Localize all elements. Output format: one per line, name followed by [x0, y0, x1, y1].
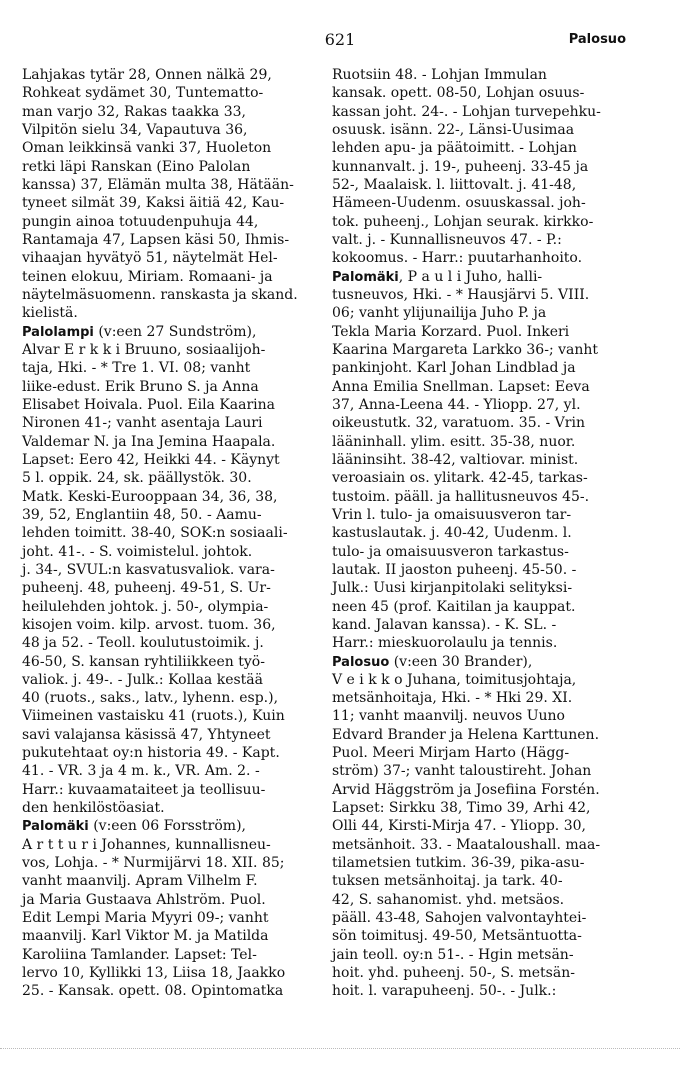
entry-start-line [22, 323, 316, 341]
entry-text: (v:een 30 Brander), [389, 653, 533, 670]
text-line: retki läpi Ranskan (Eino Palolan [22, 158, 251, 175]
text-line: pukutehtaat oy:n historia 49. - Kapt. [22, 745, 280, 762]
text-line: 06; vanht ylijunailija Juho P. ja [332, 305, 547, 322]
text-line: lääninhall. ylim. esitt. 35-38, nuor. [332, 433, 576, 450]
text-line: V e i k k o Juhana, toimitusjohtaja, [332, 671, 577, 688]
text-line: ström) 37-; vanht taloustireht. Johan [332, 763, 592, 780]
text-line: veroasiain os. ylitark. 42-45, tarkas- [332, 470, 588, 487]
text-line: Nironen 41-; vanht asentaja Lauri [22, 415, 263, 432]
text-line: Anna Emilia Snellman. Lapset: Eeva [332, 378, 590, 395]
text-line: heilulehden johtok. j. 50-, olympia- [22, 598, 269, 615]
text-line: Olli 44, Kirsti-Mirja 47. - Yliopp. 30, [332, 818, 586, 835]
text-line: pääll. 43-48, Sahojen valvontayhtei- [332, 910, 587, 927]
text-line: puheenj. 48, puheenj. 49-51, S. Ur- [22, 580, 271, 597]
entry-text: , P a u l i Juho, halli- [398, 268, 543, 285]
text-line: Ruotsiin 48. - Lohjan Immulan [332, 67, 547, 83]
text-line: A r t t u r i Johannes, kunnallisneu- [22, 836, 271, 853]
text-line: kunnanvalt. j. 19-, puheenj. 33-45 ja [332, 158, 589, 175]
text-line: Puol. Meeri Mirjam Harto (Hägg- [332, 745, 570, 762]
text-line: maanvilj. Karl Viktor M. ja Matilda [22, 928, 269, 945]
text-line: Valdemar N. ja Ina Jemina Haapala. [22, 433, 276, 450]
text-line: 52-, Maalaisk. l. liittovalt. j. 41-48, [332, 176, 577, 193]
text-line: joht. 41-. - S. voimistelul. johtok. [22, 543, 253, 560]
text-line: liike-edust. Erik Bruno S. ja Anna [22, 378, 259, 395]
text-line: metsänhoit. 33. - Maataloushall. maa- [332, 836, 601, 853]
text-line: pungin ainoa totuudenpuhuja 44, [22, 213, 259, 230]
text-line: kassan joht. 24-. - Lohjan turvepehku- [332, 103, 601, 120]
text-line: Alvar E r k k i Bruuno, sosiaalijoh- [22, 341, 266, 358]
text-line: vos, Lohja. - * Nurmijärvi 18. XII. 85; [22, 855, 285, 872]
text-line: man varjo 32, Rakas taakka 33, [22, 103, 246, 120]
entry-headword: Palolampi [22, 324, 94, 340]
text-line: 41. - VR. 3 ja 4 m. k., VR. Am. 2. - [22, 763, 260, 780]
text-line: lautak. II jaoston puheenj. 45-50. - [332, 561, 577, 578]
text-line: tulo- ja omaisuusveron tarkastus- [332, 543, 569, 560]
entry-headword: Palomäki [22, 819, 89, 835]
text-line: vihaajan hyvätyö 51, näytelmät Hel- [22, 250, 278, 267]
text-line: Elisabet Hoivala. Puol. Eila Kaarina [22, 396, 276, 413]
text-line: Edvard Brander ja Helena Karttunen. [332, 726, 600, 743]
text-line: Harr.: kuvaamataiteet ja teollisuu- [22, 781, 266, 798]
right-column [332, 66, 626, 1001]
text-line: den henkilöstöasiat. [22, 800, 165, 817]
text-line: tuksen metsänhoitaj. ja tark. 40- [332, 873, 563, 890]
text-line: Karoliina Tamlander. Lapset: Tel- [22, 946, 257, 963]
text-line: 42, S. sahanomist. yhd. metsäos. [332, 891, 565, 908]
text-line: Harr.: mieskuorolaulu ja tennis. [332, 635, 558, 652]
text-line: kansak. opett. 08-50, Lohjan osuus- [332, 85, 585, 102]
text-line: Viimeinen vastaisku 41 (ruots.), Kuin [22, 708, 285, 725]
text-line: hoit. yhd. puheenj. 50-, S. metsän- [332, 965, 575, 982]
text-line: Rohkeat sydämet 30, Tuntematto- [22, 85, 264, 102]
text-line: tustoim. pääll. ja hallitusneuvos 45-. [332, 488, 590, 505]
text-line: 37, Anna-Leena 44. - Yliopp. 27, yl. [332, 396, 581, 413]
text-line: Vilpitön sielu 34, Vapautuva 36, [22, 121, 248, 138]
text-line: sön toimitusj. 49-50, Metsäntuotta- [332, 928, 582, 945]
text-line: neen 45 (prof. Kaitilan ja kauppat. [332, 598, 576, 615]
page-number: 621 [324, 30, 356, 49]
text-line: valiok. j. 49-. - Julk.: Kollaa kestää [22, 671, 263, 688]
text-line: kastuslautak. j. 40-42, Uudenm. l. [332, 525, 572, 542]
text-line: lääninsiht. 38-42, valtiovar. minist. [332, 451, 579, 468]
text-line: j. 34-, SVUL:n kasvatusvaliok. vara- [22, 561, 275, 578]
text-line: ja Maria Gustaava Ahlström. Puol. [22, 891, 266, 908]
text-line: lervo 10, Kyllikki 13, Liisa 18, Jaakko [22, 965, 286, 982]
text-line: hoit. l. varapuheenj. 50-. - Julk.: [332, 983, 557, 1000]
text-line: pankinjoht. Karl Johan Lindblad ja [332, 360, 576, 377]
text-line: 11; vanht maanvilj. neuvos Uuno [332, 708, 565, 725]
text-line: lehden toimitt. 38-40, SOK:n sosiaali- [22, 525, 288, 542]
text-line: 48 ja 52. - Teoll. koulutustoimik. j. [22, 635, 264, 652]
bottom-divider [0, 1048, 680, 1049]
text-line: 25. - Kansak. opett. 08. Opintomatka [22, 983, 284, 1000]
entry-start-line [332, 653, 626, 671]
text-line: Kaarina Margareta Larkko 36-; vanht [332, 341, 599, 358]
text-line: vanht maanvilj. Apram Vilhelm F. [22, 873, 258, 890]
text-line: kand. Jalavan kanssa). - K. SL. - [332, 616, 557, 633]
text-line: 5 l. oppik. 24, sk. päällystök. 30. [22, 470, 252, 487]
entry-headword: Palosuo [332, 654, 390, 670]
text-line: kielistä. [22, 305, 78, 322]
text-line: osuusk. isänn. 22-, Länsi-Uusimaa [332, 121, 575, 138]
text-line: savi valajansa käsissä 47, Yhtyneet [22, 726, 271, 743]
text-line: metsänhoitaja, Hki. - * Hki 29. XI. [332, 690, 573, 707]
text-line: Hämeen-Uudenm. osuuskassal. joh- [332, 195, 586, 212]
text-line: näytelmäsuomenn. ranskasta ja skand. [22, 286, 298, 303]
text-line: valt. j. - Kunnallisneuvos 47. - P.: [332, 231, 562, 248]
text-line: Matk. Keski-Eurooppaan 34, 36, 38, [22, 488, 278, 505]
text-line: Arvid Häggström ja Josefiina Forstén. [332, 781, 600, 798]
text-line: tilametsien tutkim. 36-39, pika-asu- [332, 855, 585, 872]
text-line: Rantamaja 47, Lapsen käsi 50, Ihmis- [22, 231, 290, 248]
text-line: kokoomus. - Harr.: puutarhanhoito. [332, 250, 583, 267]
left-column [22, 66, 316, 1001]
text-line: Lapset: Eero 42, Heikki 44. - Käynyt [22, 451, 280, 468]
text-line: kanssa) 37, Elämän multa 38, Hätään- [22, 176, 294, 193]
text-line: tyneet silmät 39, Kaksi äitiä 42, Kau- [22, 195, 285, 212]
text-line: Oman leikkinsä vanki 37, Huoleton [22, 140, 272, 157]
text-line: taja, Hki. - * Tre 1. VI. 08; vanht [22, 360, 251, 377]
entry-text: (v:een 27 Sundström), [93, 323, 257, 340]
text-line: Tekla Maria Korzard. Puol. Inkeri [332, 323, 570, 340]
text-line: 46-50, S. kansan ryhtiliikkeen työ- [22, 653, 265, 670]
text-line: tusneuvos, Hki. - * Hausjärvi 5. VIII. [332, 286, 590, 303]
text-line: kisojen voim. kilp. arvost. tuom. 36, [22, 616, 276, 633]
entry-text: (v:een 06 Forsström), [88, 818, 246, 835]
text-line: jain teoll. oy:n 51-. - Hgin metsän- [332, 946, 574, 963]
text-line: 40 (ruots., saks., latv., lyhenn. esp.), [22, 690, 279, 707]
text-line: lehden apu- ja päätoimitt. - Lohjan [332, 140, 577, 157]
text-line: 39, 52, Englantiin 48, 50. - Aamu- [22, 506, 262, 523]
text-line: Lapset: Sirkku 38, Timo 39, Arhi 42, [332, 800, 591, 817]
text-line: Vrin l. tulo- ja omaisuusveron tar- [332, 506, 572, 523]
running-head: Palosuo [568, 32, 626, 47]
text-line: Julk.: Uusi kirjanpitolaki selityksi- [332, 580, 573, 597]
page-header [0, 30, 680, 54]
text-line: Edit Lempi Maria Myyri 09-; vanht [22, 910, 269, 927]
entry-start-line [332, 268, 626, 286]
entry-start-line [22, 817, 316, 835]
text-line: Lahjakas tytär 28, Onnen nälkä 29, [22, 67, 272, 83]
entry-headword: Palomäki [332, 269, 399, 285]
text-line: tok. puheenj., Lohjan seurak. kirkko- [332, 213, 594, 230]
text-line: oikeustutk. 32, varatuom. 35. - Vrin [332, 415, 585, 432]
text-line: teinen elokuu, Miriam. Romaani- ja [22, 268, 273, 285]
